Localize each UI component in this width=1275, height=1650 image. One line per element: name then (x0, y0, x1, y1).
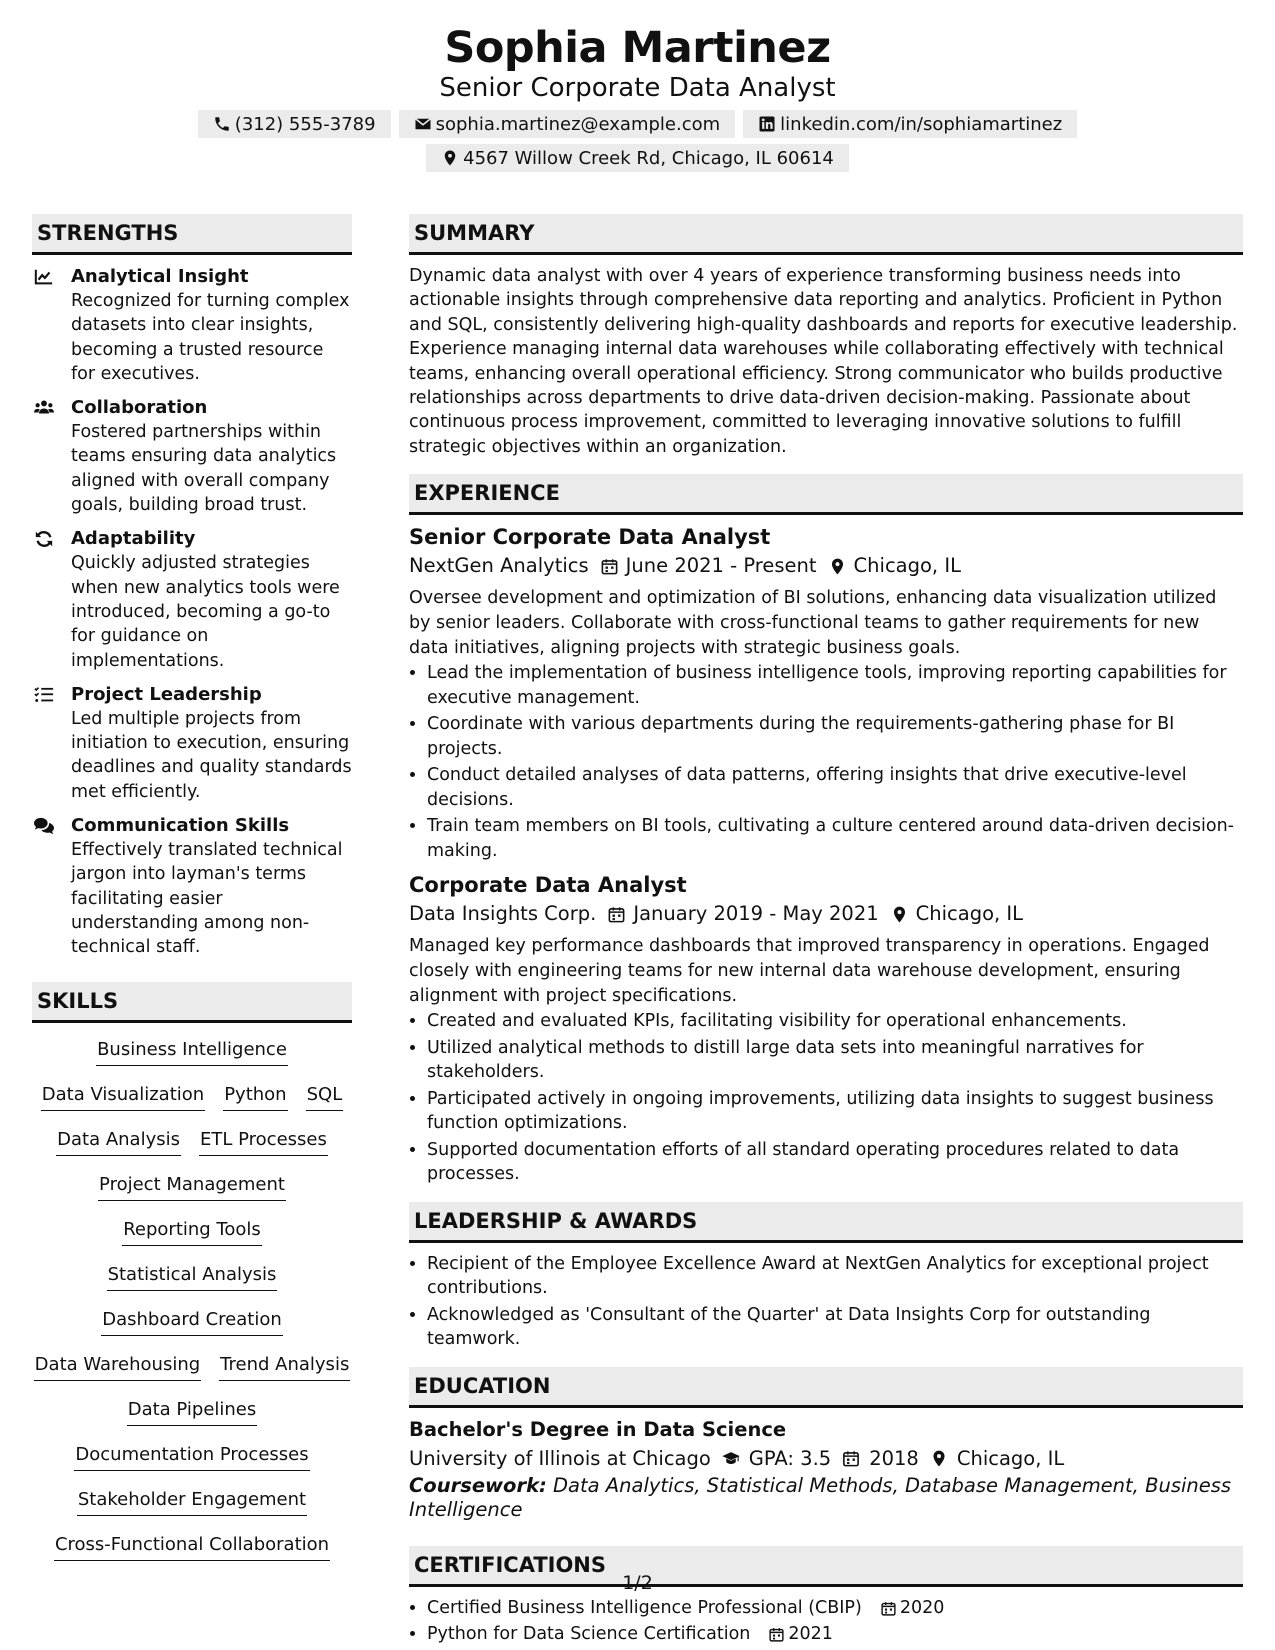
skill-row (32, 1125, 352, 1170)
education-coursework (409, 1474, 1243, 1522)
phone-text: (312) 555-3789 (234, 113, 376, 135)
skill-tag: Stakeholder Engagement (77, 1485, 307, 1516)
list-item: • Train team members on BI tools, cultivating a culture centered around data-driven decision-making. (427, 814, 1243, 863)
address-contact (426, 144, 849, 172)
map-marker-icon (441, 149, 459, 167)
calendar-icon (607, 905, 626, 924)
skill-tag: Project Management (98, 1170, 286, 1201)
list-item: • Supported documentation efforts of all standard operating procedures related to data processes. (427, 1138, 1243, 1187)
calendar-icon (600, 557, 619, 576)
address-text: 4567 Willow Creek Rd, Chicago, IL 60614 (463, 147, 834, 169)
calendar-icon (841, 1449, 861, 1468)
strength-desc: Fostered partnerships within teams ensuring data analytics aligned with overall company goals, building broad trust. (71, 422, 337, 516)
candidate-name: Sophia Martinez (444, 23, 831, 73)
education-heading: EDUCATION (409, 1367, 1243, 1408)
certifications-list (409, 1596, 1243, 1647)
education-meta (409, 1444, 1243, 1474)
skill-row (32, 1260, 352, 1305)
phone-icon (213, 115, 231, 133)
certification-year: 2021 (788, 1624, 833, 1645)
coursework-text: Data Analytics, Statistical Methods, Database Management, Business Intelligence (409, 1473, 1232, 1521)
education-gpa: GPA: 3.5 (748, 1446, 832, 1470)
contact-row-1 (0, 110, 1275, 138)
role-location: Chicago, IL (915, 902, 1024, 926)
skill-row (32, 1035, 352, 1080)
skill-tag: Data Visualization (41, 1080, 205, 1111)
strength-item (32, 265, 352, 386)
list-item: • Recipient of the Employee Excellence Award at NextGen Analytics for exceptional project contributions. (427, 1252, 1243, 1301)
skill-row (32, 1395, 352, 1440)
contact-row-2 (0, 144, 1275, 172)
role-bullets (409, 661, 1243, 863)
certification (427, 1622, 1243, 1647)
list-item: • Lead the implementation of business intelligence tools, improving reporting capabilities for executive management. (427, 661, 1243, 710)
skills-list (32, 1035, 352, 1575)
strength-item (32, 683, 352, 804)
role-bullets (409, 1009, 1243, 1187)
list-item: • Participated actively in ongoing improvements, utilizing data insights to suggest business function optimizations. (427, 1087, 1243, 1136)
strength-title: Analytical Insight (71, 266, 249, 287)
skill-tag: Python (223, 1080, 287, 1111)
strength-item (32, 396, 352, 517)
phone-contact (198, 110, 391, 138)
strength-title: Communication Skills (71, 815, 290, 837)
strength-desc: Effectively translated technical jargon into layman's terms facilitating easier understanding among non-technical staff. (71, 840, 343, 958)
map-marker-icon (929, 1449, 949, 1468)
users-icon (33, 398, 55, 418)
calendar-icon (880, 1600, 897, 1617)
certifications-heading: CERTIFICATIONS (409, 1546, 1243, 1587)
resume-header (0, 22, 1275, 172)
skills-heading: SKILLS (32, 982, 352, 1023)
role-company: Data Insights Corp. (409, 902, 597, 926)
summary-text: Dynamic data analyst with over 4 years of experience transforming business needs into actionable insights through comprehensive data reporting and analytics. Proficient in Python and SQL, consistently delivering high-quality dashboards and reports for executive leadership. Experience managing internal data warehouses while collaborating effectively with technical teams, enhancing overall operational efficiency. Strong communicator who builds productive relationships across departments to drive data-driven decision-making. Passionate about continuous process improvement, committed to leveraging innovative solutions to fulfill strategic objectives within an organization. (409, 266, 1238, 457)
experience-heading: EXPERIENCE (409, 474, 1243, 515)
skill-row (32, 1305, 352, 1350)
linkedin-icon (758, 115, 776, 133)
strength-item (32, 527, 352, 672)
comments-icon (33, 816, 55, 836)
education-school: University of Illinois at Chicago (409, 1446, 711, 1470)
chart-line-icon (33, 267, 55, 287)
skill-row (32, 1485, 352, 1530)
skill-tag: Cross-Functional Collaboration (54, 1530, 330, 1561)
strength-desc: Quickly adjusted strategies when new analytics tools were introduced, becoming a go-to for guidance on implementations. (71, 553, 340, 671)
role-dates: June 2021 - Present (625, 554, 817, 578)
linkedin-contact[interactable] (743, 110, 1077, 138)
envelope-icon (414, 115, 432, 133)
skill-row (32, 1530, 352, 1575)
certification-name: • Python for Data Science Certification (427, 1624, 751, 1645)
role-title: Senior Corporate Data Analyst (409, 525, 771, 550)
list-item: • Acknowledged as 'Consultant of the Quarter' at Data Insights Corp for outstanding teamwork. (427, 1303, 1243, 1352)
calendar-icon (768, 1626, 785, 1643)
skill-row (32, 1080, 352, 1125)
role-company: NextGen Analytics (409, 554, 589, 578)
skill-tag: Data Analysis (56, 1125, 181, 1156)
right-column (409, 214, 1243, 1649)
strength-desc: Recognized for turning complex datasets into clear insights, becoming a trusted resource for executives. (71, 291, 350, 384)
list-item: • Utilized analytical methods to distill large data sets into meaningful narratives for stakeholders. (427, 1036, 1243, 1085)
skill-tag: ETL Processes (199, 1125, 328, 1156)
skill-tag: SQL (306, 1080, 344, 1111)
skill-tag: Trend Analysis (219, 1350, 350, 1381)
map-marker-icon (828, 557, 847, 576)
leadership-list (409, 1252, 1243, 1352)
role-description: Managed key performance dashboards that improved transparency in operations. Engaged closely with engineering teams for new internal data warehouse development, ensuring alignment with project specifications. (409, 936, 1210, 1007)
list-item (427, 1622, 1243, 1647)
role-description: Oversee development and optimization of BI solutions, enhancing data visualization utilized by senior leaders. Collaborate with cross-functional teams to gather requirements for new data initiatives, aligning projects with strategic business goals. (409, 588, 1217, 659)
list-item: • Conduct detailed analyses of data patterns, offering insights that drive executive-level decisions. (427, 763, 1243, 812)
education-location: Chicago, IL (956, 1446, 1065, 1470)
skill-tag: Reporting Tools (122, 1215, 262, 1246)
skill-row (32, 1440, 352, 1485)
role-dates: January 2019 - May 2021 (633, 902, 879, 926)
tasks-icon (33, 685, 55, 705)
strengths-heading: STRENGTHS (32, 214, 352, 255)
education-degree: Bachelor's Degree in Data Science (409, 1417, 787, 1441)
graduation-cap-icon (721, 1449, 741, 1468)
certification (427, 1596, 1243, 1621)
strength-title: Collaboration (71, 397, 208, 419)
list-item: • Coordinate with various departments during the requirements-gathering phase for BI projects. (427, 712, 1243, 761)
skill-tag: Dashboard Creation (101, 1305, 283, 1336)
strength-item (32, 814, 352, 959)
email-contact[interactable] (399, 110, 736, 138)
role-meta (409, 551, 1243, 581)
page-number: 1/2 (622, 1572, 653, 1594)
skill-tag: Data Warehousing (34, 1350, 202, 1381)
skill-tag: Data Pipelines (127, 1395, 258, 1426)
skill-tag: Documentation Processes (74, 1440, 309, 1471)
strength-title: Adaptability (71, 528, 196, 550)
candidate-title: Senior Corporate Data Analyst (439, 73, 836, 103)
strength-desc: Led multiple projects from initiation to execution, ensuring deadlines and quality standards met efficiently. (71, 708, 352, 802)
role-location: Chicago, IL (853, 554, 961, 578)
skill-tag: Business Intelligence (96, 1035, 288, 1066)
sync-icon (33, 529, 55, 549)
summary-heading: SUMMARY (409, 214, 1243, 255)
skill-row (32, 1215, 352, 1260)
list-item: • Created and evaluated KPIs, facilitating visibility for operational enhancements. (427, 1009, 1243, 1034)
experience-role (409, 523, 1243, 863)
role-meta (409, 899, 1243, 929)
certification-name: • Certified Business Intelligence Professional (CBIP) (427, 1597, 862, 1618)
experience-role (409, 871, 1243, 1187)
email-text: sophia.martinez@example.com (435, 113, 721, 135)
leadership-heading: LEADERSHIP & AWARDS (409, 1202, 1243, 1243)
strength-title: Project Leadership (71, 683, 262, 705)
certification-year: 2020 (899, 1597, 945, 1618)
linkedin-text: linkedin.com/in/sophiamartinez (780, 113, 1063, 135)
left-column (32, 214, 352, 1575)
coursework-label: Coursework: (409, 1473, 547, 1497)
map-marker-icon (890, 905, 909, 924)
education-year: 2018 (869, 1446, 919, 1470)
skill-row (32, 1350, 352, 1395)
skill-tag: Statistical Analysis (107, 1260, 278, 1291)
list-item (427, 1596, 1243, 1621)
skill-row (32, 1170, 352, 1215)
role-title: Corporate Data Analyst (409, 873, 687, 898)
